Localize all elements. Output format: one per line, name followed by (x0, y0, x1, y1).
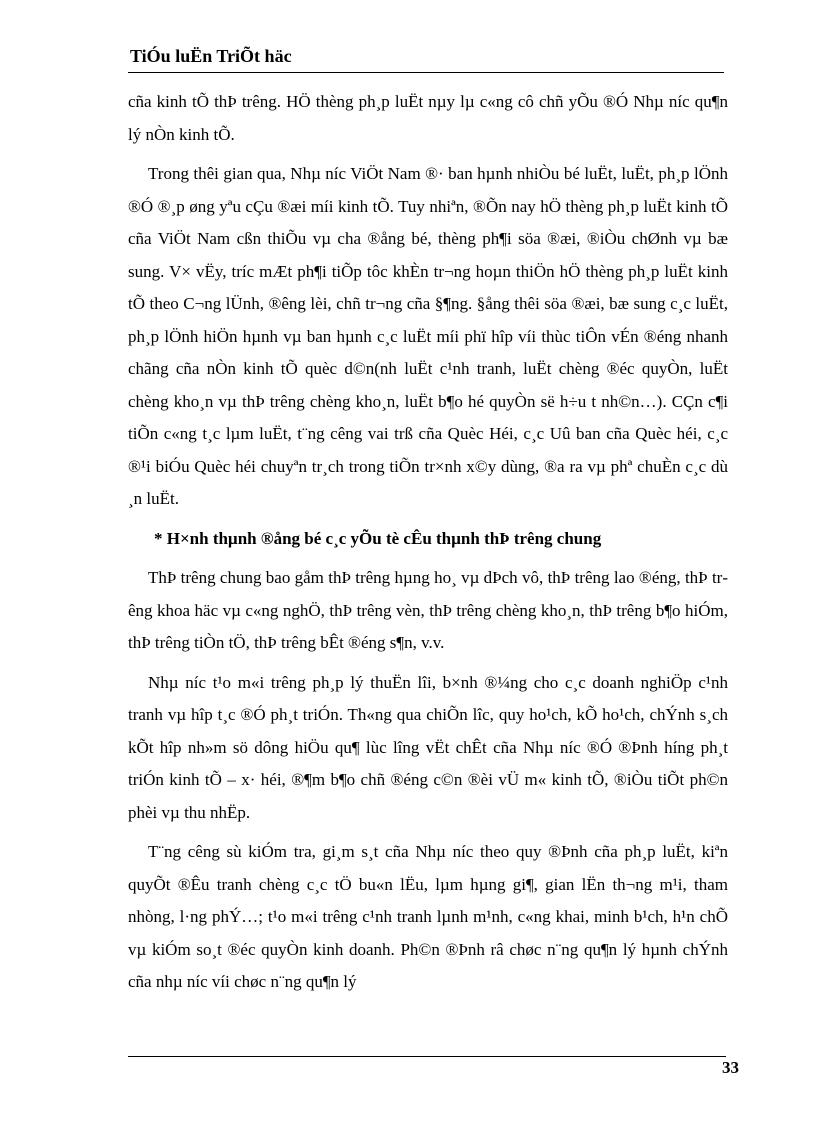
paragraph: cña kinh tÕ thÞ trêng. HÖ thèng ph¸p luËt nµy lµ c«ng cô chñ yÕu ®Ó Nhµ níc qu¶n lý nÒn kinh tÕ. (128, 92, 728, 144)
paragraph: Trong thêi gian qua, Nhµ níc ViÖt Nam ®· ban hµnh nhiÒu bé luËt, luËt, ph¸p lÖnh ®Ó ®¸p øng yªu cÇu ®æi míi kinh tÕ. Tuy nhiªn, ®Õn nay hÖ thèng ph¸p luËt kinh tÕ cña ViÖt Nam cßn thiÕu vµ cha ®ång bé, thèng ph¶i söa ®æi, ®iÒu chØnh vµ bæ sung. V× vËy, tríc mÆt ph¶i tiÕp tôc khÈn tr¬ng hoµn thiÖn hÖ thèng ph¸p luËt kinh tÕ theo C¬ng lÜnh, ®êng lèi, chñ tr¬ng cña §¶ng. §ång thêi söa ®æi, bæ sung c¸c luËt, ph¸p lÖnh hiÖn hµnh vµ ban hµnh c¸c luËt míi phï hîp víi thùc tiÔn vÉn ®éng nhanh chãng cña nÒn kinh tÕ quèc d©n(nh luËt c¹nh tranh, luËt chèng ®éc quyÒn, luËt chèng kho¸n vµ thÞ trêng chèng kho¸n, luËt b¶o hé quyÒn së h÷u t nh©n…). CÇn c¶i tiÕn c«ng t¸c lµm luËt, t¨ng cêng vai trß cña Quèc Héi, c¸c Uû ban cña Quèc héi, c¸c ®¹i biÓu Quèc héi chuyªn tr¸ch trong tiÕn tr×nh x©y dùng, ®a ra vµ phª chuÈn c¸c dù ¸n luËt. (128, 164, 728, 508)
paragraph: T¨ng cêng sù kiÓm tra, gi¸m s¸t cña Nhµ níc theo quy ®Þnh cña ph¸p luËt, kiªn quyÕt ®Êu tranh chèng c¸c tÖ bu«n lËu, lµm hµng gi¶, gian lËn th¬ng m¹i, tham nhòng, l·ng phÝ…; t¹o m«i trêng c¹nh tranh lµnh m¹nh, c«ng khai, minh b¹ch, h¹n chÕ vµ kiÓm so¸t ®éc quyÒn kinh doanh. Ph©n ®Þnh râ chøc n¨ng qu¶n lý hµnh chÝnh cña nhµ níc víi chøc n¨ng qu¶n lý (128, 842, 728, 991)
page-number: 33 (722, 1058, 739, 1077)
paragraph: ThÞ trêng chung bao gåm thÞ trêng hµng ho¸ vµ dÞch vô, thÞ trêng lao ®éng, thÞ trêng khoa häc vµ c«ng nghÖ, thÞ trêng vèn, thÞ trêng chèng kho¸n, thÞ trêng b¶o hiÓm, thÞ trêng tiÒn tÖ, thÞ trêng bÊt ®éng s¶n, v.v. (128, 568, 728, 652)
paragraph: Nhµ níc t¹o m«i trêng ph¸p lý thuËn lîi, b×nh ®¼ng cho c¸c doanh nghiÖp c¹nh tranh vµ hîp t¸c ®Ó ph¸t triÓn. Th«ng qua chiÕn lîc, quy ho¹ch, kÕ ho¹ch, chÝnh s¸ch kÕt hîp nh»m sö dông hiÖu qu¶ lùc lîng vËt chÊt cña Nhµ níc ®Ó ®Þnh híng ph¸t triÓn kinh tÕ – x· héi, ®¶m b¶o chñ ®éng c©n ®èi vÜ m« kinh tÕ, ®iÒu tiÕt ph©n phèi vµ thu nhËp. (128, 672, 728, 822)
running-header: TiÓu luËn TriÕt häc (130, 46, 292, 66)
header-rule (128, 72, 724, 73)
footer-rule (128, 1056, 726, 1057)
body-text (128, 86, 728, 1006)
section-heading: * H×nh thµnh ®ång bé c¸c yÕu tè cÊu thµnh thÞ trêng chung (154, 528, 602, 548)
